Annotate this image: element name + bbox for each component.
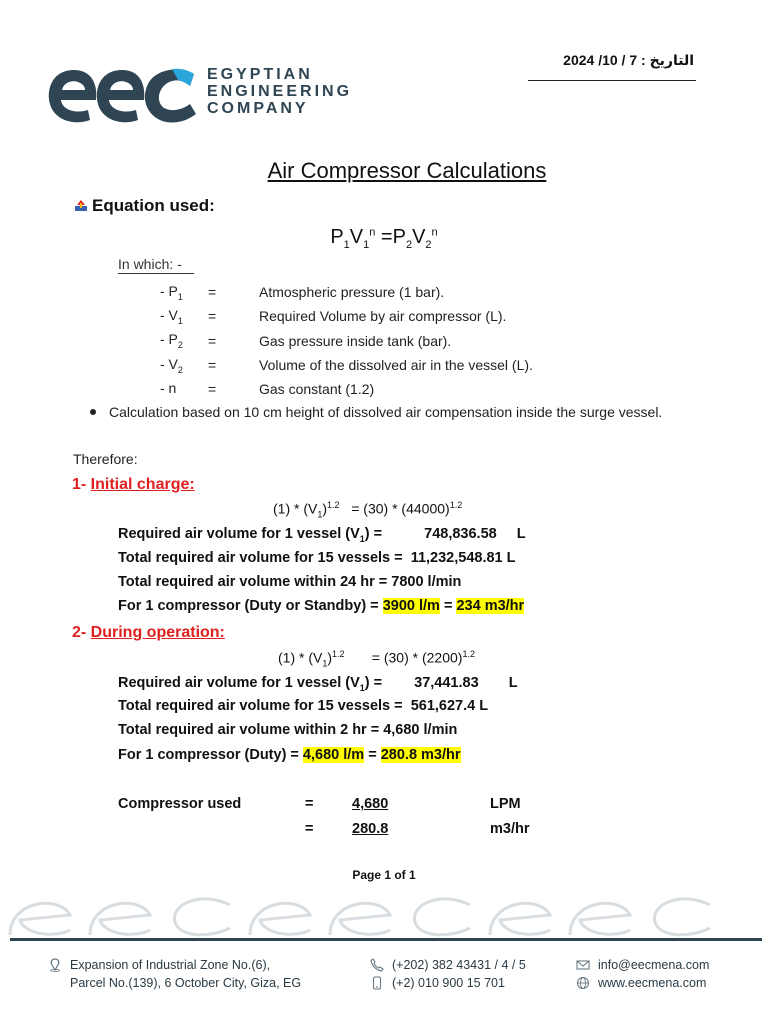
eec-logo-mark <box>44 60 204 130</box>
operation-volume-per-2hr: Total required air volume within 2 hr = 4,680 l/min <box>118 722 458 738</box>
logo-line: COMPANY <box>207 100 309 117</box>
section-number: 2- <box>72 624 91 641</box>
bullet-dot-icon <box>90 409 96 415</box>
def-description: Atmospheric pressure (1 bar). <box>259 284 445 301</box>
operation-vessel-volume-value: 37,441.83 <box>414 675 479 691</box>
initial-total-volume-value: 11,232,548.81 L <box>410 550 516 566</box>
equation-heading <box>74 196 215 216</box>
def-equals: = <box>208 357 217 374</box>
definition-row <box>160 329 533 353</box>
company-logo <box>44 60 353 130</box>
compressor-lpm-value: 4,680 <box>352 796 389 812</box>
globe-icon <box>576 976 590 990</box>
def-equals: = <box>208 332 217 349</box>
operation-total-volume: Total required air volume for 15 vessels = 561,627.4 L <box>118 698 489 714</box>
compressor-eq: = <box>305 821 314 837</box>
footer-phones <box>370 956 526 992</box>
phone-number[interactable]: (+2) 010 900 15 701 <box>392 976 505 990</box>
definitions-list <box>160 280 533 401</box>
def-description: Gas constant (1.2) <box>259 381 375 398</box>
logo-wordmark <box>207 66 352 117</box>
compressor-used-label: Compressor used <box>118 796 242 812</box>
footer-address <box>48 956 301 992</box>
highlight-lpm: 3900 l/m <box>382 598 440 614</box>
compressor-eq: = <box>305 796 314 812</box>
location-pin-icon <box>48 958 62 972</box>
initial-vessel-volume: Required air volume for 1 vessel $(V_1) = 748,836.58$ L <box>118 526 526 544</box>
initial-volume-per-day: Total required air volume within 24 hr = 7800 l/min <box>118 574 462 590</box>
def-symbol: - $V_2$ <box>160 355 183 375</box>
in-which-label: In which: - <box>118 256 182 272</box>
calculation-note-text: Calculation based on 10 cm height of dissolved air compensation inside the surge vessel. <box>109 404 663 420</box>
def-symbol: - $V_1$ <box>160 307 183 326</box>
highlight-m3hr: 280.8 m3/hr <box>380 747 461 763</box>
website-link[interactable]: www.eecmena.com <box>598 976 707 990</box>
therefore-label: Therefore: <box>73 451 138 467</box>
date-field <box>563 52 694 69</box>
section-title: Initial charge: <box>90 476 195 493</box>
initial-charge-equation: $(1) * (V_1)^{1.2} = (30) * (44000)^{1.2}$ <box>273 500 463 520</box>
definition-row <box>160 377 533 401</box>
phone-icon <box>370 958 384 972</box>
mobile-icon <box>370 976 384 990</box>
initial-compressor-rate: For 1 compressor (Duty or Standby) = 3900 l/m = 234 m3/hr <box>118 598 525 614</box>
email-icon <box>576 958 590 972</box>
date-value: 2024 /10 / 7 : <box>563 52 650 68</box>
def-description: Required Volume by air compressor (L). <box>259 308 507 325</box>
date-underline <box>528 80 696 81</box>
definition-row <box>160 280 533 304</box>
operation-equation: $(1) * (V_1)^{1.2}$ = $(30) * (2200)^{1.2}$ <box>278 649 475 669</box>
section-title: During operation: <box>90 624 225 641</box>
date-label: التاريخ <box>649 52 694 68</box>
section-heading-operation <box>72 624 225 642</box>
section-heading-initial <box>72 476 195 494</box>
def-equals: = <box>208 308 217 325</box>
def-description: Gas pressure inside tank (bar). <box>259 332 452 349</box>
calculation-note <box>88 400 708 425</box>
section-number: 1- <box>72 476 91 493</box>
footer-watermark <box>0 880 768 940</box>
compressor-m3hr-unit: m3/hr <box>490 821 530 837</box>
footer-online <box>576 956 709 992</box>
def-symbol: - $P_2$ <box>160 331 183 351</box>
def-symbol: - n <box>160 379 177 396</box>
def-description: Volume of the dissolved air in the vessel (L). <box>259 357 533 374</box>
phone-number[interactable]: (+202) 382 43431 / 4 / 5 <box>392 958 526 972</box>
footer-rule <box>10 938 762 941</box>
logo-line: ENGINEERING <box>207 83 353 100</box>
page-number: Page 1 of 1 <box>352 868 416 882</box>
in-which-underline <box>118 273 194 274</box>
operation-compressor-rate: For 1 compressor (Duty) = 4,680 l/m = 280.8 m3/hr <box>118 747 461 763</box>
operation-total-volume-value: 561,627.4 L <box>410 698 489 714</box>
equation-heading-text: Equation used: <box>92 196 215 215</box>
address-line: Expansion of Industrial Zone No.(6), <box>70 958 271 972</box>
arrow-bullet-icon <box>74 199 88 213</box>
highlight-m3hr: 234 m3/hr <box>456 598 525 614</box>
def-equals: = <box>208 284 217 301</box>
email-link[interactable]: info@eecmena.com <box>598 958 710 972</box>
definition-row <box>160 353 533 377</box>
highlight-lpm: 4,680 l/m <box>302 747 365 763</box>
def-symbol: - $P_1$ <box>160 282 183 302</box>
page-title: Air Compressor Calculations <box>267 158 547 183</box>
def-equals: = <box>208 381 217 398</box>
operation-vessel-volume: Required air volume for 1 vessel $(V_1) = 37,441.83$ L <box>118 675 518 693</box>
address-line: Parcel No.(139), 6 October City, Giza, EG <box>70 976 302 990</box>
initial-total-volume: Total required air volume for 15 vessels = 11,232,548.81 L <box>118 550 516 566</box>
compressor-lpm-unit: LPM <box>490 796 521 812</box>
logo-line: EGYPTIAN <box>207 66 313 83</box>
compressor-m3hr-value: 280.8 <box>352 821 389 837</box>
gas-law-formula: $P_1V_1^n =P_2V_2^n$ <box>330 226 438 251</box>
initial-vessel-volume-value: 748,836.58 <box>424 526 497 542</box>
definition-row <box>160 304 533 328</box>
